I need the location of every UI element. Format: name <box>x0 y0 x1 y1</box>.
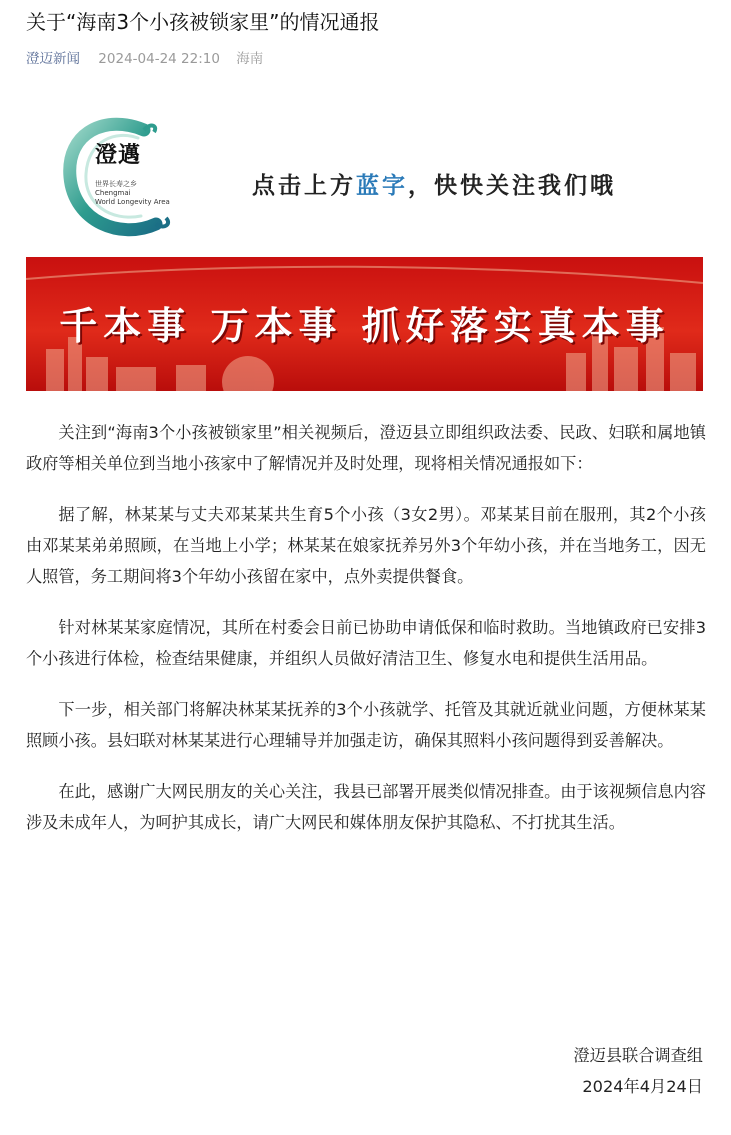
paragraph-1: 关注到“海南3个小孩被锁家里”相关视频后，澄迈县立即组织政法委、民政、妇联和属地镇政府等相关单位到当地小孩家中了解情况并及时处理，现将相关情况通报如下： <box>26 423 706 473</box>
article-body <box>26 417 706 858</box>
logo-wordmark: 澄邁 <box>95 142 142 168</box>
signature-org: 澄迈县联合调查组 <box>573 1046 703 1065</box>
blue-text-highlight: 蓝字 <box>356 173 408 199</box>
logo-subtitle: 世界长寿之乡 Chengmai World Longevity Area <box>95 180 170 206</box>
motto-banner <box>26 257 703 391</box>
signature-date: 2024年4月24日 <box>582 1077 703 1096</box>
follow-slogan: 点击上方蓝字，快快关注我们哦 <box>252 173 616 199</box>
publish-datetime: 2024-04-24 22:10 <box>98 51 220 67</box>
account-name-link[interactable]: 澄迈新闻 <box>26 51 80 67</box>
motto-text: 千本事 万本事 抓好落实真本事 <box>59 303 670 348</box>
paragraph-2: 据了解，林某某与丈夫邓某某共生育5个小孩（3女2男）。邓某某目前在服刑，其2个小孩由邓某某弟弟照顾，在当地上小学；林某某在娘家抚养另外3个年幼小孩，并在当地务工，因无人照管，务工期间将3个年幼小孩留在家中，点外卖提供餐食。 <box>26 505 706 586</box>
paragraph-4: 下一步，相关部门将解决林某某抚养的3个小孩就学、托管及其就近就业问题，方便林某某照顾小孩。县妇联对林某某进行心理辅导并加强走访，确保其照料小孩问题得到妥善解决。 <box>26 700 706 750</box>
paragraph-5: 在此，感谢广大网民朋友的关心关注，我县已部署开展类似情况排查。由于该视频信息内容涉及未成年人，为呵护其成长，请广大网民和媒体朋友保护其隐私、不打扰其生活。 <box>26 782 706 832</box>
signature-block <box>574 1040 704 1102</box>
publish-location: 海南 <box>236 51 264 67</box>
article-meta <box>26 49 263 69</box>
paragraph-3: 针对林某某家庭情况，其所在村委会日前已协助申请低保和临时救助。当地镇政府已安排3个小孩进行体检，检查结果健康，并组织人员做好清洁卫生、修复水电和提供生活用品。 <box>26 618 706 668</box>
article-title: 关于“海南3个小孩被锁家里”的情况通报 <box>26 10 380 34</box>
